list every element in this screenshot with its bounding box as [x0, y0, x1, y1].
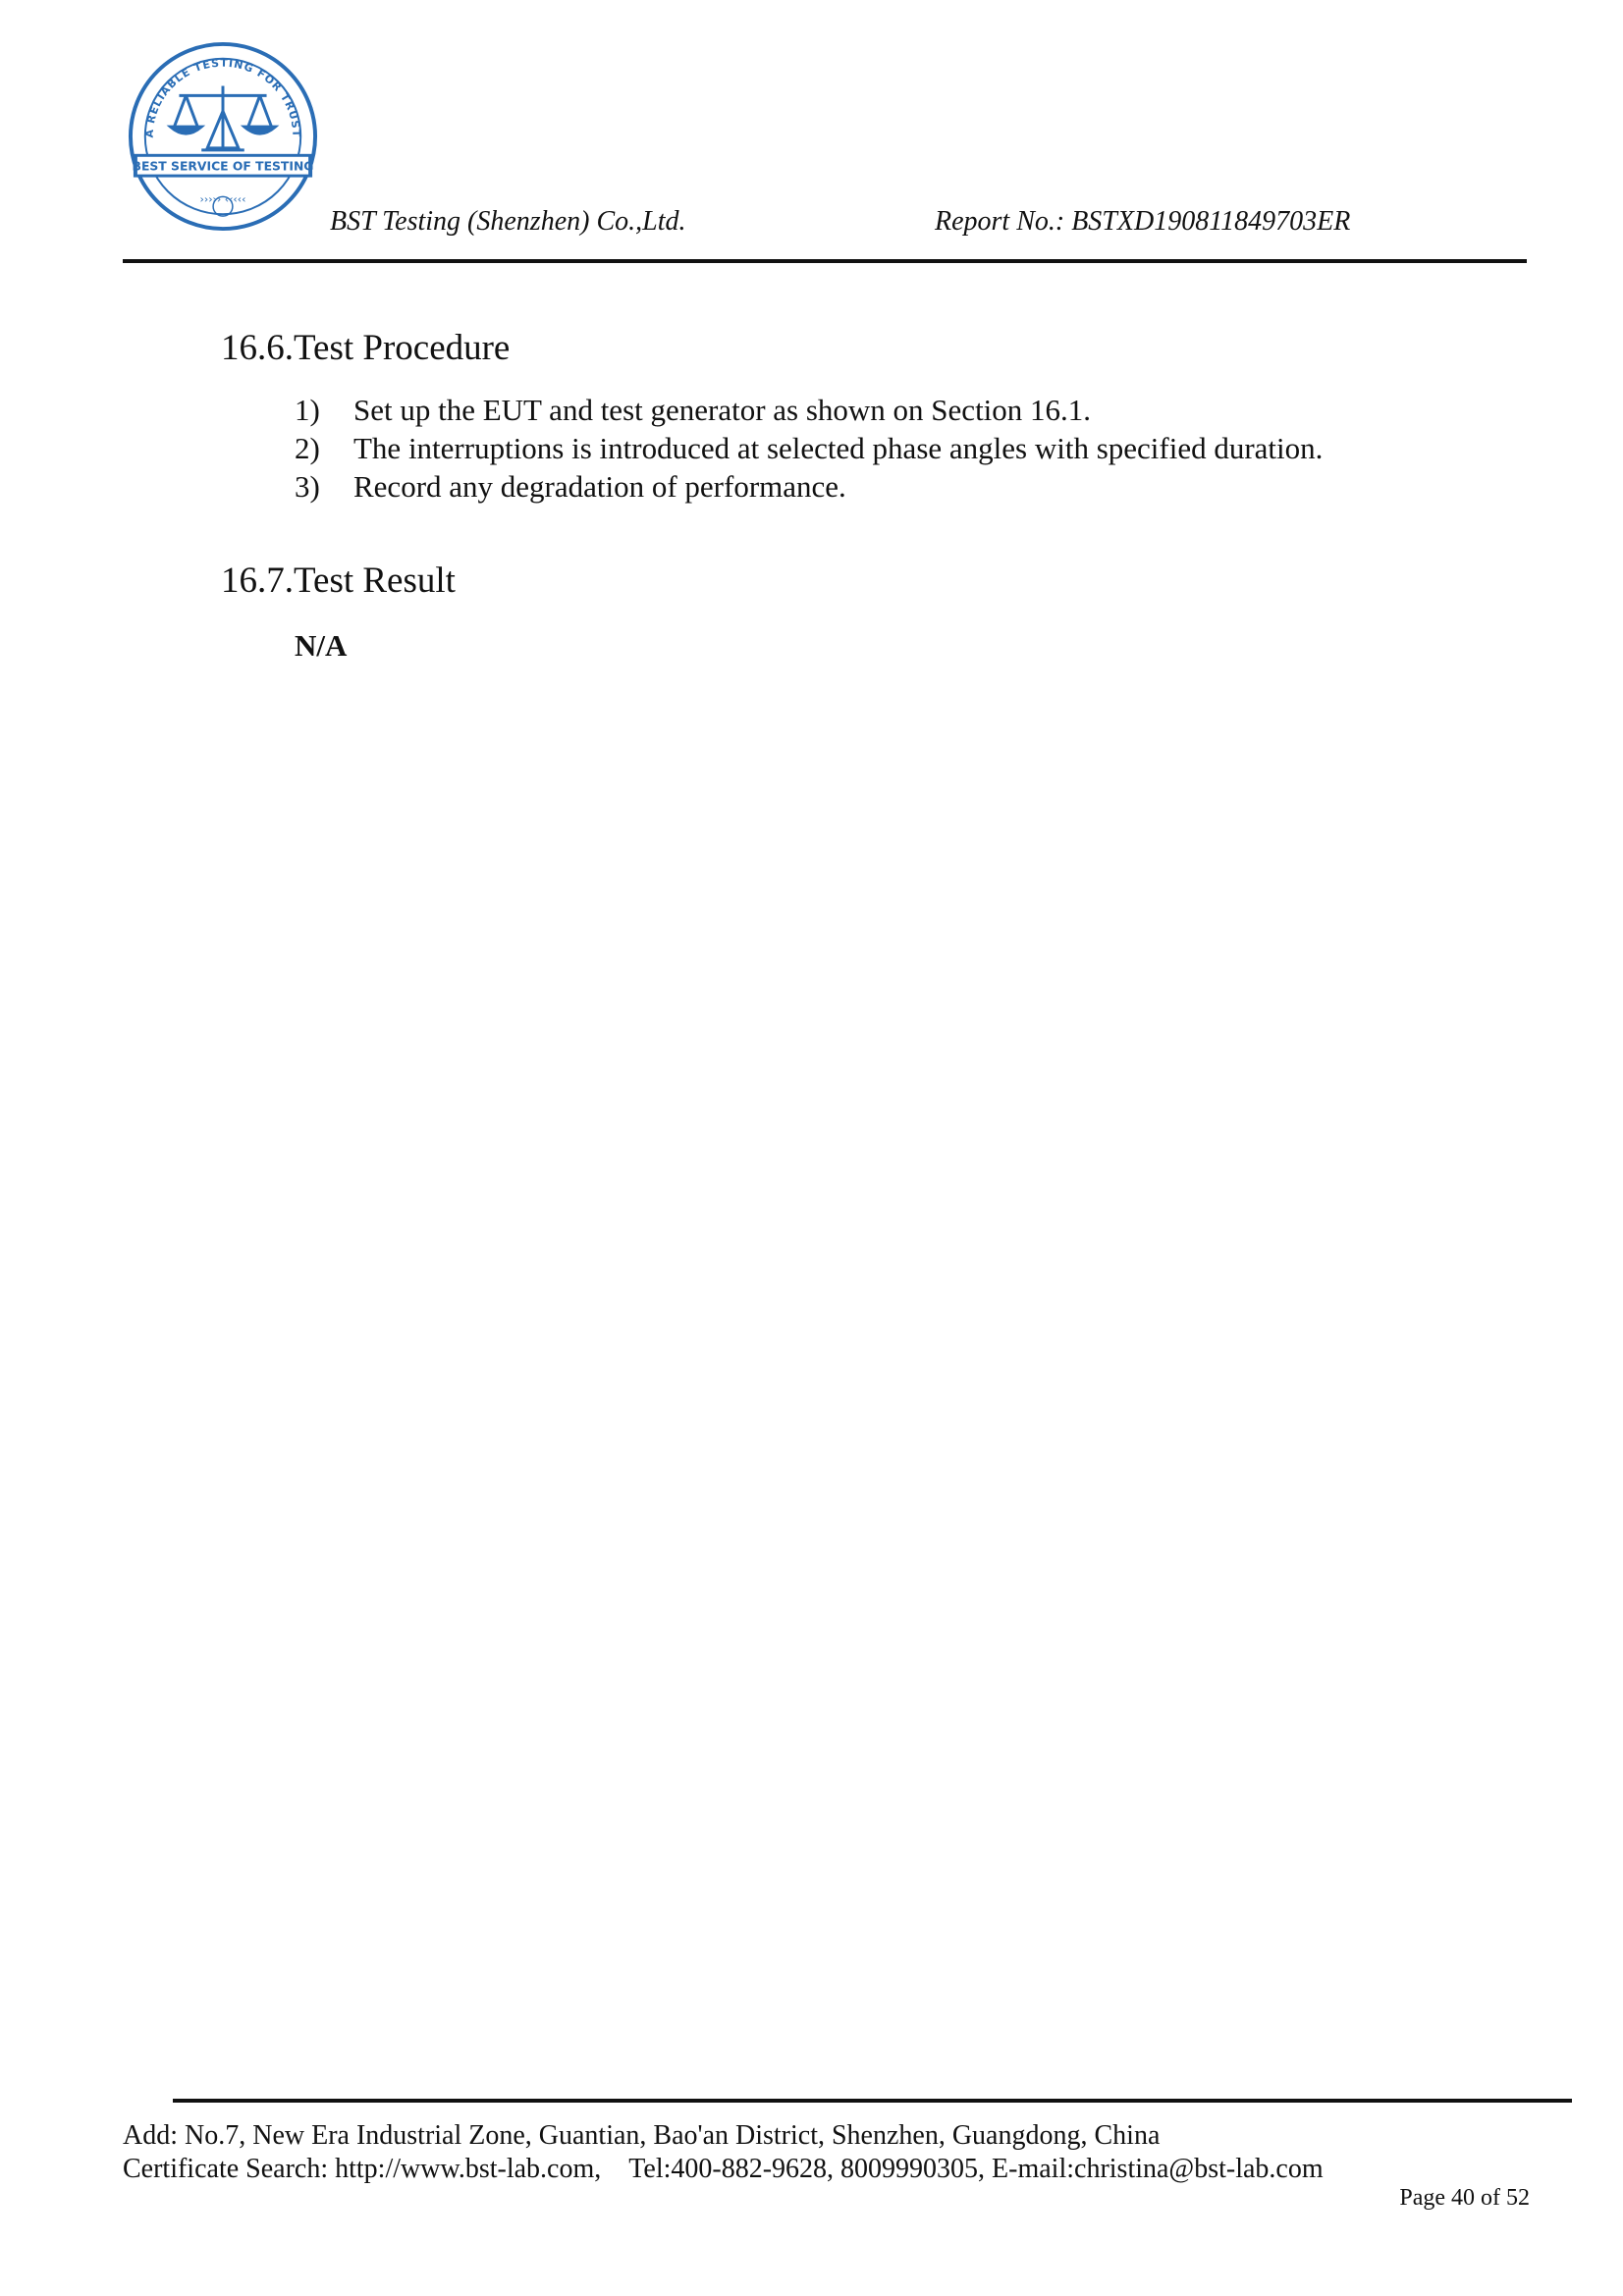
header-report-number: Report No.: BSTXD190811849703ER	[935, 206, 1351, 237]
header-company: BST Testing (Shenzhen) Co.,Ltd.	[330, 206, 686, 237]
step-text: The interruptions is introduced at selected phase angles with specified duration.	[353, 431, 1324, 465]
step-number: 1)	[295, 393, 320, 427]
procedure-step	[295, 429, 1323, 467]
procedure-step	[295, 467, 1323, 506]
company-logo	[126, 39, 320, 234]
header-divider	[123, 259, 1527, 263]
test-result-value: N/A	[295, 628, 348, 663]
logo-banner-text: BEST SERVICE OF TESTING	[132, 159, 314, 174]
section-title-test-procedure: 16.6.Test Procedure	[221, 328, 511, 368]
step-text: Record any degradation of performance.	[353, 469, 846, 504]
footer-contact-line	[123, 2154, 1324, 2185]
step-number: 2)	[295, 431, 320, 465]
scales-of-justice-icon	[171, 86, 276, 150]
step-number: 3)	[295, 469, 320, 504]
footer-address: Add: No.7, New Era Industrial Zone, Guantian, Bao'an District, Shenzhen, Guangdong, China	[123, 2120, 1161, 2151]
section-title-test-result: 16.7.Test Result	[221, 561, 456, 601]
procedure-steps	[295, 391, 1323, 506]
footer-contact: Tel:400-882-9628, 8009990305, E-mail:christina@bst-lab.com	[628, 2154, 1324, 2184]
footer-divider	[173, 2099, 1572, 2103]
footer-certificate-search: Certificate Search: http://www.bst-lab.com,	[123, 2154, 602, 2184]
step-text: Set up the EUT and test generator as shown on Section 16.1.	[353, 393, 1092, 427]
logo-arc-text: A RELIABLE TESTING FOR TRUST	[142, 56, 303, 138]
logo-seal	[126, 39, 320, 234]
svg-text:››››› ‹‹‹‹‹: ››››› ‹‹‹‹‹	[199, 192, 246, 206]
page-number: Page 40 of 52	[1399, 2185, 1530, 2211]
procedure-step	[295, 391, 1323, 429]
